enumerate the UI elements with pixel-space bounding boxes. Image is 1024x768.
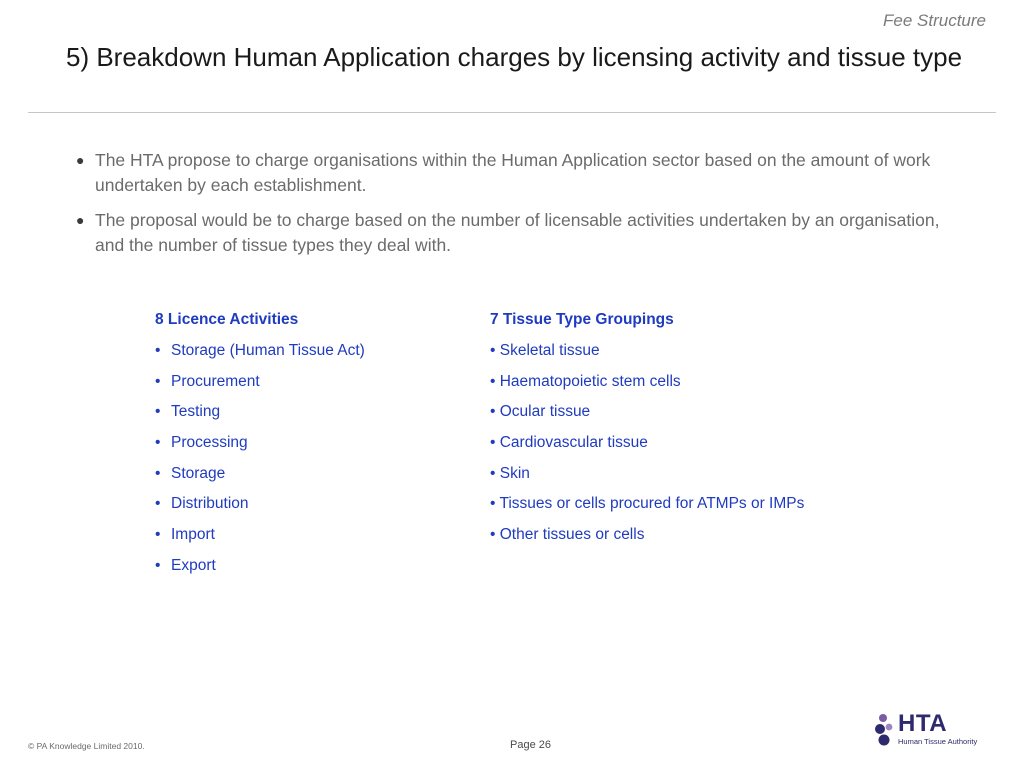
licence-activities-heading: 8 Licence Activities xyxy=(155,311,299,328)
list-item: • Cardiovascular tissue xyxy=(490,434,648,452)
title-divider xyxy=(28,112,996,113)
intro-bullet-text: The proposal would be to charge based on the number of licensable activities undertaken by an organisation, and the number of tissue types they deal with. xyxy=(95,210,940,255)
list-item-label: Storage xyxy=(171,464,226,482)
section-label: Fee Structure xyxy=(883,11,986,30)
licence-activities-list xyxy=(155,308,475,585)
list-item-label: Import xyxy=(171,526,215,544)
list-item: • Tissues or cells procured for ATMPs or IMPs xyxy=(490,495,805,513)
bullet-icon: • xyxy=(155,464,161,482)
bullet-icon: • xyxy=(155,526,161,544)
intro-bullet-text: The HTA propose to charge organisations within the Human Application sector based on the amount of work undertaken by each establishment. xyxy=(95,150,931,195)
logo-wordmark: HTA xyxy=(898,710,948,737)
list-item-label: Distribution xyxy=(171,495,249,513)
bullet-dot-icon: ● xyxy=(76,212,85,228)
list-item xyxy=(155,370,475,394)
slide-title: 5) Breakdown Human Application charges by licensing activity and tissue type xyxy=(66,42,963,72)
list-item-label: Testing xyxy=(171,403,221,421)
page-number: Page 26 xyxy=(510,739,551,751)
list-item: • Ocular tissue xyxy=(490,403,591,421)
bullet-icon: • xyxy=(155,342,161,359)
bullet-icon: • xyxy=(155,495,161,513)
list-item-label: Export xyxy=(171,556,216,574)
list-item xyxy=(155,492,475,516)
intro-bullet-list xyxy=(76,148,956,268)
intro-bullet xyxy=(76,148,956,198)
list-item xyxy=(155,339,475,363)
copyright-notice: © PA Knowledge Limited 2010. xyxy=(28,741,145,751)
hta-logo-dots-icon xyxy=(874,713,896,747)
logo-subtitle: Human Tissue Authority xyxy=(898,737,978,746)
bullet-icon: • xyxy=(155,556,161,574)
list-item-label: Processing xyxy=(171,434,248,452)
list-item-label: Procurement xyxy=(171,372,260,390)
intro-bullet xyxy=(76,208,956,258)
list-item xyxy=(155,400,475,424)
list-item xyxy=(155,462,475,486)
list-item: • Skin xyxy=(490,464,530,482)
list-item xyxy=(155,431,475,455)
list-item: • Haematopoietic stem cells xyxy=(490,372,681,390)
tissue-type-heading: 7 Tissue Type Groupings xyxy=(490,311,674,328)
list-item: • Other tissues or cells xyxy=(490,526,645,544)
bullet-icon: • xyxy=(155,403,161,421)
bullet-icon: • xyxy=(155,434,161,452)
list-item xyxy=(155,523,475,547)
bullet-dot-icon: ● xyxy=(76,152,85,168)
list-item: • Skeletal tissue xyxy=(490,342,600,359)
tissue-type-list xyxy=(490,308,910,554)
bullet-icon: • xyxy=(155,372,161,390)
list-item-label: Storage (Human Tissue Act) xyxy=(171,342,365,359)
hta-logo xyxy=(874,711,994,751)
list-item xyxy=(155,554,475,578)
